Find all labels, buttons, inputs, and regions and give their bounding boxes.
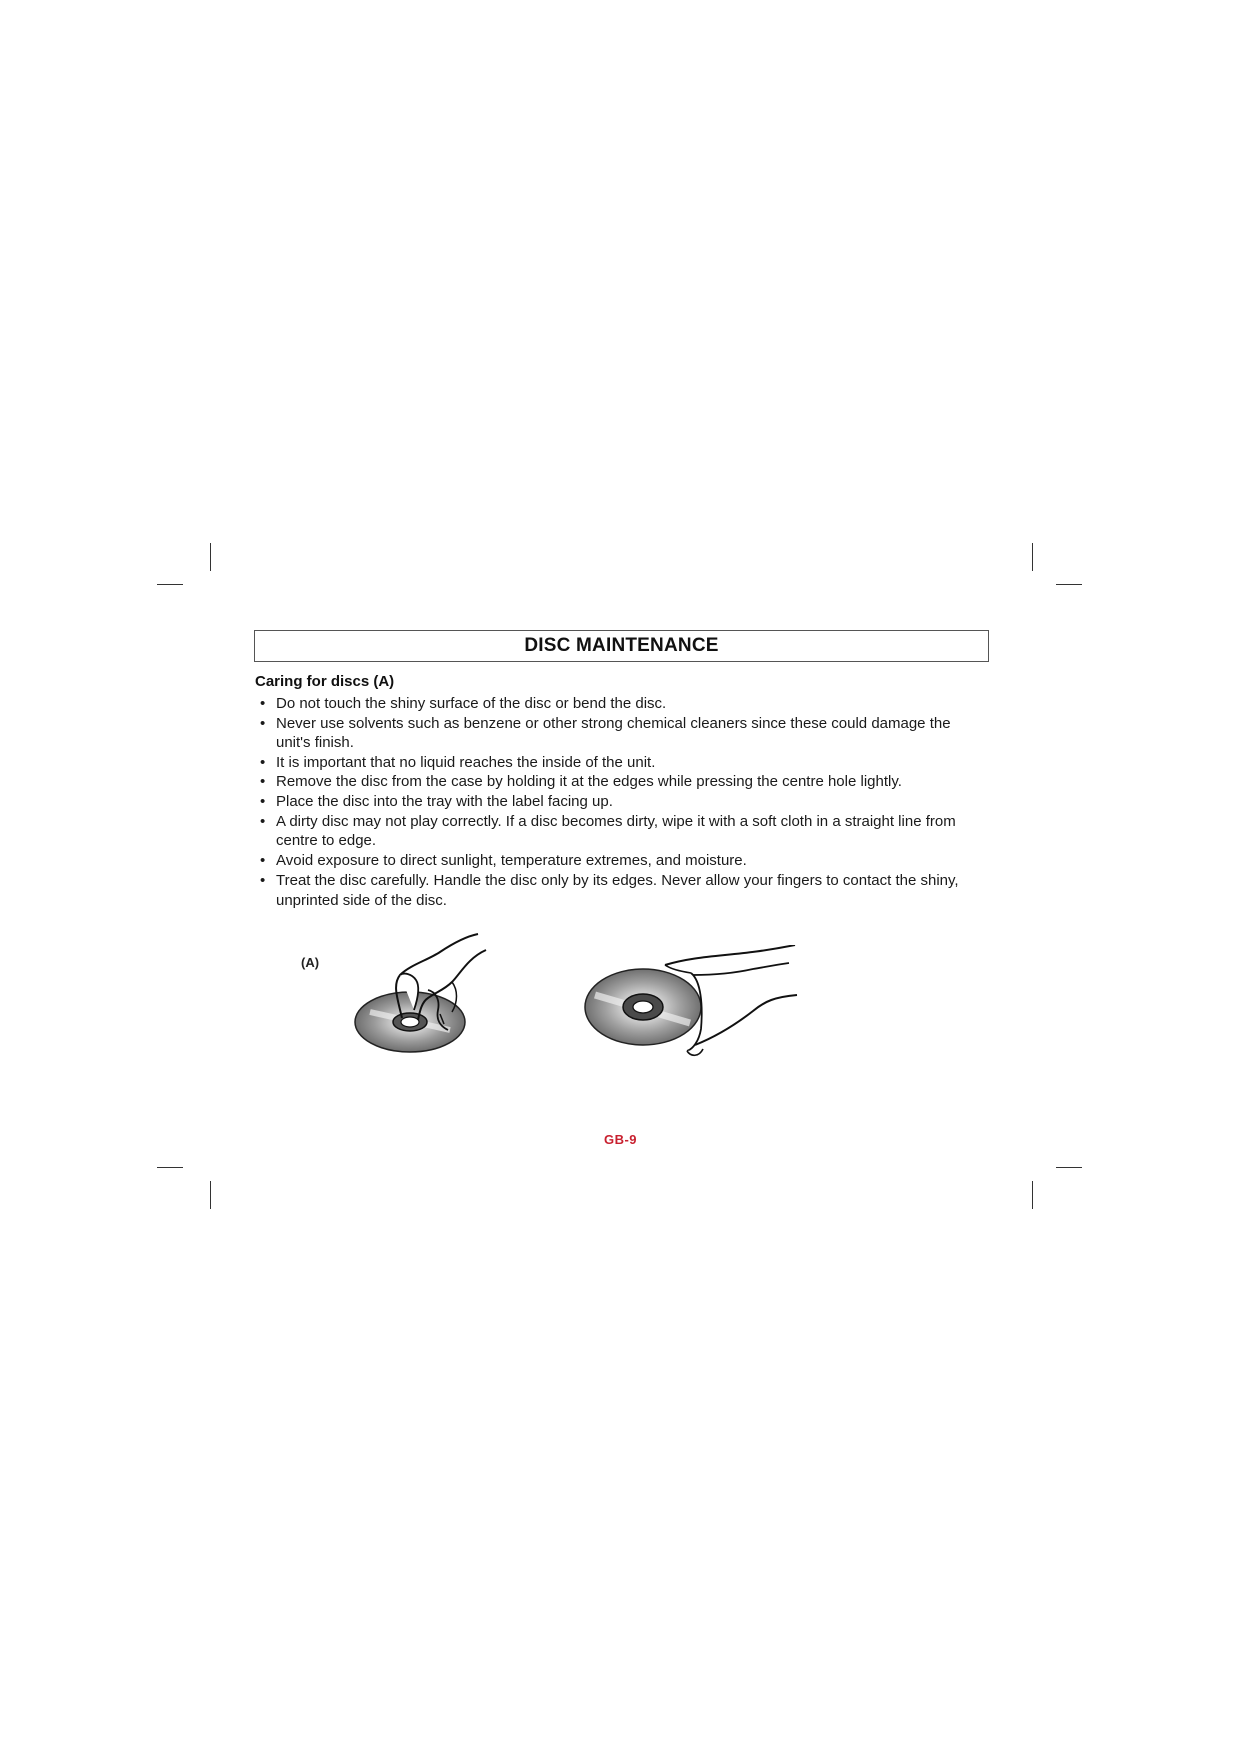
list-item-text: Avoid exposure to direct sunlight, temperature extremes, and moisture. [276,851,747,869]
crop-mark-bottom-left-horizontal [157,1167,183,1168]
crop-mark-top-left-vertical [210,543,211,571]
figure-label: (A) [301,955,320,970]
list-item-text: It is important that no liquid reaches the inside of the unit. [276,753,656,771]
crop-mark-bottom-left-vertical [210,1181,211,1209]
bullet-marker: • [260,695,266,712]
disc-edge-hold-illustration [575,945,805,1070]
crop-mark-bottom-right-vertical [1032,1181,1033,1209]
list-item-text: Place the disc into the tray with the label facing up. [276,792,613,810]
list-item-text: Treat the disc carefully. Handle the disc only by its edges. Never allow your fingers to contact the shiny, unprinted side of the disc. [276,872,959,909]
title-box [254,630,989,662]
list-item [255,772,975,792]
disc-finger-illustration [340,930,510,1065]
list-item-text: A dirty disc may not play correctly. If a disc becomes dirty, wipe it with a soft cloth in a straight line from centre to edge. [276,812,956,850]
crop-mark-top-right-vertical [1032,543,1033,571]
bullet-list [255,694,975,911]
list-item [255,714,975,753]
list-item-text: Remove the disc from the case by holding it at the edges while pressing the centre hole lightly. [276,773,902,791]
crop-mark-bottom-right-horizontal [1056,1167,1082,1168]
section-heading: Caring for discs (A) [255,673,395,690]
list-item [255,812,975,851]
bullet-marker: • [260,792,266,810]
list-item-text: Do not touch the shiny surface of the disc or bend the disc. [276,695,667,712]
list-item [255,694,975,714]
list-item [255,871,975,910]
bullet-marker: • [260,812,266,830]
crop-mark-top-right-horizontal [1056,584,1082,585]
list-item [255,851,975,871]
page-number: GB-9 [603,1132,638,1147]
bullet-marker: • [260,872,266,890]
bullet-marker: • [260,851,266,869]
bullet-marker: • [260,753,266,771]
list-item-text: Never use solvents such as benzene or other strong chemical cleaners since these could damage the unit's finish. [276,714,951,752]
bullet-marker: • [260,773,266,791]
bullet-marker: • [260,714,266,732]
list-item [255,753,975,773]
list-item [255,792,975,812]
page-title: DISC MAINTENANCE [524,635,719,656]
crop-mark-top-left-horizontal [157,584,183,585]
